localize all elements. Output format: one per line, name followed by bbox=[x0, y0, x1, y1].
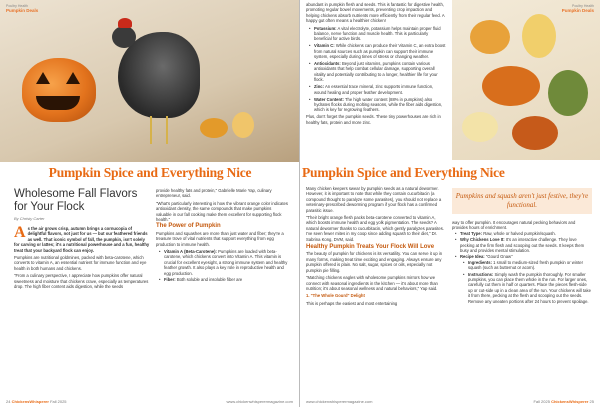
left-footer bbox=[6, 399, 293, 404]
paragraph: "Matching chickens eagles with wholesome pumpkins mirrors how we connect with seasonal ingredients in the kitchen — it's about more than nutrition; it's about seasonal wellness and natural behaviors," Yap said. bbox=[306, 275, 438, 291]
byline: By Christy Carter bbox=[14, 216, 45, 221]
drop-cap: A bbox=[14, 224, 26, 241]
header-kicker: Poultry Health bbox=[572, 4, 594, 8]
hen-leg bbox=[166, 116, 168, 144]
brand: ChickensWhisperer bbox=[11, 399, 49, 404]
paragraph: "Their bright orange flesh packs beta-carotene converted to vitamin A, which boosts immune health and egg yolk pigmentation. The seeds? A natural dewormer thanks to cucurbitacin, which gently paralyzes parasites. I've seen fewer mites in my coop since adding squash to their diet," Dr. Sabrina Kong, DVM, said. bbox=[306, 215, 445, 242]
recipe-sublist bbox=[460, 260, 592, 304]
gourd-image bbox=[512, 116, 558, 150]
gourd-image bbox=[200, 118, 228, 138]
nutrient-list bbox=[306, 26, 446, 113]
footer-url[interactable]: www.chickenwhisperermagazine.com bbox=[226, 399, 293, 404]
item-text: The high water content (88% in pumpkins) also hydrates flocks during molting seasons, while the fiber aids digestion, which is key for regrowing feathers. bbox=[314, 96, 443, 113]
paragraph: This is perhaps the easiest and most entertaining bbox=[306, 300, 398, 306]
list-item bbox=[460, 237, 592, 253]
item-label: Vitamin A (Beta-Carotene): bbox=[164, 249, 217, 255]
item-label: Recipe Idea: bbox=[460, 254, 485, 260]
gourd-image bbox=[232, 112, 254, 138]
jack-o-lantern-image bbox=[22, 58, 96, 122]
list-item bbox=[468, 272, 592, 304]
item-text: Pumpkins are loaded with beta-carotene, which chickens convert into Vitamin A. This vitamin is crucial for excellent eyesight, a strong immune system and healthy feather growth. It also plays a key role in reproductive health and egg production. bbox=[164, 249, 288, 276]
footer-left bbox=[6, 399, 67, 404]
header-section: Pumpkin Deals bbox=[6, 8, 39, 13]
page-number: 24 bbox=[6, 399, 11, 404]
article-subtitle: Wholesome Fall Flavors for Your Flock bbox=[14, 188, 138, 213]
paragraph: provide healthy fats and protein," Gabrielle Marie Yap, culinary entrepreneur, said. bbox=[156, 188, 272, 199]
list-item bbox=[460, 254, 592, 304]
left-header bbox=[6, 4, 38, 24]
item-text: "Gourd Gnaw" bbox=[485, 254, 513, 260]
article-title-continued: Pumpkin Spice and Everything Nice bbox=[302, 165, 505, 180]
pumpkin-hen-photo bbox=[0, 0, 300, 162]
footer-right bbox=[533, 399, 594, 404]
item-text: Beyond just vitamins, pumpkins contain various antioxidants that help combat cellular damage, supporting overall vitality and potentially contributing to a longer, healthier life for your flock. bbox=[314, 61, 438, 83]
item-text: Simply wash the pumpkin thoroughly. For smaller pumpkins, you can place them whole in the run. For larger ones, carefully cut them in half or quarters. Place the pieces flesh-side up or cut-side up in a clean area of the run. Your chickens will take it from there, pecking at the flesh and scooping out the seeds. Remove any uneaten portions after 24 hours to prevent spoilage. bbox=[468, 271, 591, 304]
paragraph: Pumpkins and squashes are more than just water and fiber; they're a treasure trove of vital nutrients that support everything from egg production to immune health. bbox=[156, 230, 284, 247]
item-text: It's an interactive challenge. They love pecking at the firm flesh and scooping out the seeds. It keeps them busy and provides mental stimulation. bbox=[460, 237, 585, 254]
header-kicker: Poultry Health bbox=[6, 4, 28, 8]
list-item bbox=[314, 61, 446, 83]
nutrient-list-continued bbox=[306, 2, 446, 127]
list-item bbox=[314, 84, 446, 95]
section-heading: Healthy Pumpkin Treats Your Flock Will Love bbox=[306, 244, 435, 251]
item-label: Vitamin C: bbox=[314, 43, 335, 49]
footer-url[interactable]: www.chickenwhisperermagazine.com bbox=[306, 399, 373, 404]
item-label: Fiber: bbox=[164, 277, 176, 283]
item-label: Treat Type: bbox=[460, 230, 483, 236]
gourd-image bbox=[482, 66, 540, 106]
intro-paragraph bbox=[14, 226, 150, 253]
item-text: Raw, whole or halved pumpkin/squash. bbox=[483, 230, 556, 236]
paragraph: "What's particularly interesting is how the vibrant orange color indicates antioxidant density, the same compounds that make pumpkins valuable in our fall cooking make them excellent for supporting flock health." bbox=[156, 200, 288, 223]
gourd-image bbox=[548, 70, 588, 116]
item-label: Antioxidants: bbox=[314, 61, 341, 67]
list-item bbox=[314, 43, 446, 59]
issue: Fall 2025 bbox=[533, 399, 550, 404]
nutrition-column bbox=[156, 188, 288, 284]
paragraph: The beauty of pumpkin for chickens is its versatility. You can serve it up in many forms, making treat time exciting and engaging. Always ensure any pumpkin offered is plain. No salt, sugar, spices or oils, especially not pumpkin pie filling. bbox=[306, 251, 443, 273]
right-header bbox=[562, 4, 594, 24]
squash-photo bbox=[452, 0, 600, 160]
item-text: An essential trace mineral, zinc supports immune function, wound healing and proper feather development. bbox=[314, 84, 434, 95]
item-text: While chickens can produce their Vitamin C, an extra boost from natural sources such as pumpkin can support their immune system, especially during times of stress or changing weather. bbox=[314, 43, 446, 60]
paragraph: "From a culinary perspective, I appreciate how pumpkins offer natural sweetness and moisture that chickens crave, especially as temperatures drop. The high fiber content aids digestion, while the seeds bbox=[14, 273, 149, 290]
gourd-image bbox=[522, 14, 556, 58]
treats-column bbox=[306, 186, 446, 308]
list-item bbox=[468, 260, 592, 271]
brand: ChickensWhisperer bbox=[551, 399, 589, 404]
list-item bbox=[314, 26, 446, 42]
paragraph: abundant in pumpkin flesh and seeds. This is fantastic for digestive health, promoting regular bowel movements, preventing crop impaction and helping chickens absorb nutrients more efficiently from their regular feed. A happy gut often means a healthier chicken! bbox=[306, 2, 445, 24]
pumpkin-mouth bbox=[36, 96, 80, 110]
recipe-column bbox=[452, 220, 592, 305]
list-item bbox=[314, 97, 446, 113]
paragraph: Many chicken keepers swear by pumpkin seeds as a natural dewormer. However, it is important to note that while they contain cucurbitacin (a compound thought to paralyze some parasites), you should not replace a veterinary-prescribed deworming program if your flock has a confirmed parasitic issue. bbox=[306, 186, 442, 213]
list-item bbox=[164, 249, 288, 276]
gourd-image bbox=[470, 20, 510, 54]
paragraph: Pumpkins are nutritional goldmines, packed with beta-carotene, which converts to vitamin A, an essential nutrient for immune function and eye health in both humans and chickens. bbox=[14, 255, 147, 271]
issue: Fall 2025 bbox=[50, 399, 67, 404]
recipe-list bbox=[452, 231, 592, 304]
right-footer bbox=[306, 399, 594, 404]
intro-column bbox=[14, 226, 150, 291]
item-label: Instructions: bbox=[468, 271, 494, 277]
hen-head bbox=[112, 26, 136, 48]
right-page bbox=[300, 0, 600, 407]
item-label: Ingredients: bbox=[468, 259, 492, 265]
item-text: Both soluble and insoluble fiber are bbox=[176, 277, 243, 283]
list-item bbox=[164, 277, 288, 282]
paragraph: Plus, don't forget the pumpkin seeds. These tiny powerhouses are rich in healthy fats, protein and more zinc. bbox=[306, 114, 441, 125]
pumpkin-eye bbox=[66, 72, 80, 84]
hen-comb bbox=[118, 18, 132, 28]
pull-quote: Pumpkins and squash aren't just festive, they're functional. bbox=[452, 188, 592, 214]
paragraph: way to offer pumpkin. It encourages natural pecking behaviors and provides hours of enrichment. bbox=[452, 220, 576, 231]
page-number: 25 bbox=[589, 399, 594, 404]
item-text: 1 small to medium-sized fresh pumpkin or winter squash (such as butternut or acorn). bbox=[468, 259, 583, 271]
hen-leg bbox=[150, 116, 152, 144]
article-title: Pumpkin Spice and Everything Nice bbox=[48, 165, 252, 180]
item-text: A vital electrolyte, potassium helps maintain proper fluid balance, nerve function and muscle health. This is particularly beneficial for active birds. bbox=[314, 25, 441, 42]
intro-lead: s the air grows crisp, autumn brings a cornucopia of delightful flavors, not just for us — but our feathered friends as well. That iconic symbol of fall, the pumpkin, isn't solely for carving or lattes; it's a nutritional powerhouse and a fun, healthy treat that your backyard flock can enjoy. bbox=[14, 226, 150, 253]
item-label: Zinc: bbox=[314, 84, 325, 90]
nutrient-list bbox=[156, 249, 288, 282]
item-label: Water Content: bbox=[314, 96, 344, 102]
header-section: Pumpkin Deals bbox=[561, 8, 594, 13]
gourd-image bbox=[462, 112, 498, 142]
section-heading: The Power of Pumpkin bbox=[156, 223, 221, 230]
item-label: Why Chickens Love It: bbox=[460, 237, 505, 243]
pumpkin-eye bbox=[36, 72, 50, 84]
item-label: Potassium: bbox=[314, 25, 337, 31]
list-item bbox=[460, 231, 592, 236]
subsection-heading: 1. "The Whole Gourd" Delight bbox=[306, 293, 365, 299]
